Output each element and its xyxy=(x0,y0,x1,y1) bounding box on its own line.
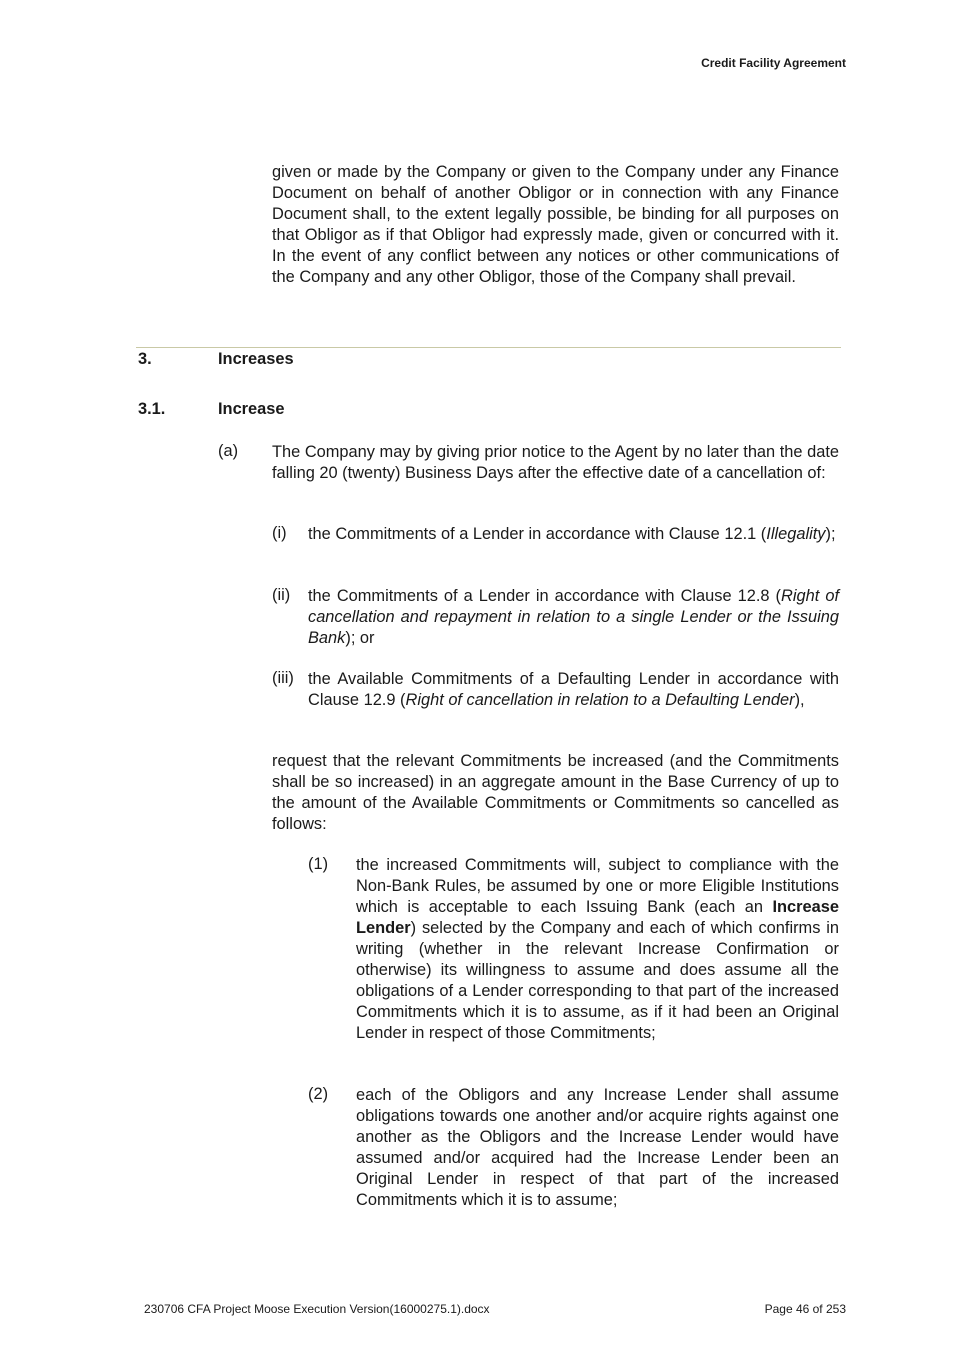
item-i-text-start: the Commitments of a Lender in accordance with Clause 12.1 ( xyxy=(308,525,767,543)
item-i-text-end: ); xyxy=(825,525,836,543)
item-iii xyxy=(308,669,839,711)
request-paragraph-text: request that the relevant Commitments be increased (and the Commitments shall be so increased) in an aggregate amount in the Base Currency of up to the amount of the Available Commitments or Commitments so cancelled as follows: xyxy=(272,752,839,833)
item-ii xyxy=(308,586,839,649)
item-i-label: (i) xyxy=(272,524,287,542)
running-header-title: Credit Facility Agreement xyxy=(701,56,846,70)
para-a-text: The Company may by giving prior notice to the Agent by no later than the date falling 20 (twenty) Business Days after the effective date of a cancellation of: xyxy=(272,443,839,482)
item-1-defined-term: Increase Lender xyxy=(356,898,839,937)
item-2-text: each of the Obligors and any Increase Lender shall assume obligations towards one another and/or acquire rights against one another as the Obligors and the Increase Lender would have assumed and/or acquired had the Increase Lender been an Original Lender in respect of that part of the increased Commitments which it is to assume; xyxy=(356,1086,839,1209)
para-a-label: (a) xyxy=(218,442,239,460)
item-i-clause-title: Illegality xyxy=(766,525,826,543)
footer-document-name: 230706 CFA Project Moose Execution Version(16000275.1).docx xyxy=(144,1302,490,1316)
intro-paragraph xyxy=(272,162,839,288)
item-ii-text-end: ); or xyxy=(345,629,375,647)
footer-page-number: Page 46 of 253 xyxy=(764,1302,846,1316)
item-2-label: (2) xyxy=(308,1085,329,1103)
request-paragraph xyxy=(272,751,839,835)
section-divider xyxy=(136,347,841,348)
subsection-title: Increase xyxy=(218,400,285,418)
section-number: 3. xyxy=(138,350,152,368)
item-iii-label: (iii) xyxy=(272,669,294,687)
item-iii-clause-title: Right of cancellation in relation to a Defaulting Lender xyxy=(405,691,795,709)
item-2 xyxy=(356,1085,839,1211)
item-1-text-start: the increased Commitments will, subject to compliance with the Non-Bank Rules, be assumed by one or more Eligible Institutions which is acceptable to each Issuing Bank (each an xyxy=(356,856,839,916)
section-title: Increases xyxy=(218,350,294,368)
para-a xyxy=(272,442,839,484)
item-1 xyxy=(356,855,839,1044)
item-i xyxy=(308,524,839,545)
intro-paragraph-text: given or made by the Company or given to the Company under any Finance Document on behalf of another Obligor or in connection with any Finance Document shall, to the extent legally possible, be binding for all purposes on that Obligor as if that Obligor had expressly made, given or concurred with it. In the event of any conflict between any notices or other communications of the Company and any other Obligor, those of the Company shall prevail. xyxy=(272,163,839,286)
item-ii-clause-title: Right of cancellation and repayment in relation to a single Lender or the Issuing Bank xyxy=(308,587,839,647)
item-1-text-end: ) selected by the Company and each of which confirms in writing (whether in the relevant Increase Confirmation or otherwise) its willingness to assume and does assume all the obligations of a Lender corresponding to that part of the increased Commitments which it is to assume, as if it had been an Original Lender in respect of those Commitments; xyxy=(356,919,839,1042)
item-ii-label: (ii) xyxy=(272,586,291,604)
item-1-label: (1) xyxy=(308,855,329,873)
item-iii-text-end: ), xyxy=(794,691,805,709)
subsection-number: 3.1. xyxy=(138,400,166,418)
item-ii-text-start: the Commitments of a Lender in accordance with Clause 12.8 ( xyxy=(308,587,782,605)
item-iii-text-start: the Available Commitments of a Defaulting Lender in accordance with Clause 12.9 ( xyxy=(308,670,839,709)
